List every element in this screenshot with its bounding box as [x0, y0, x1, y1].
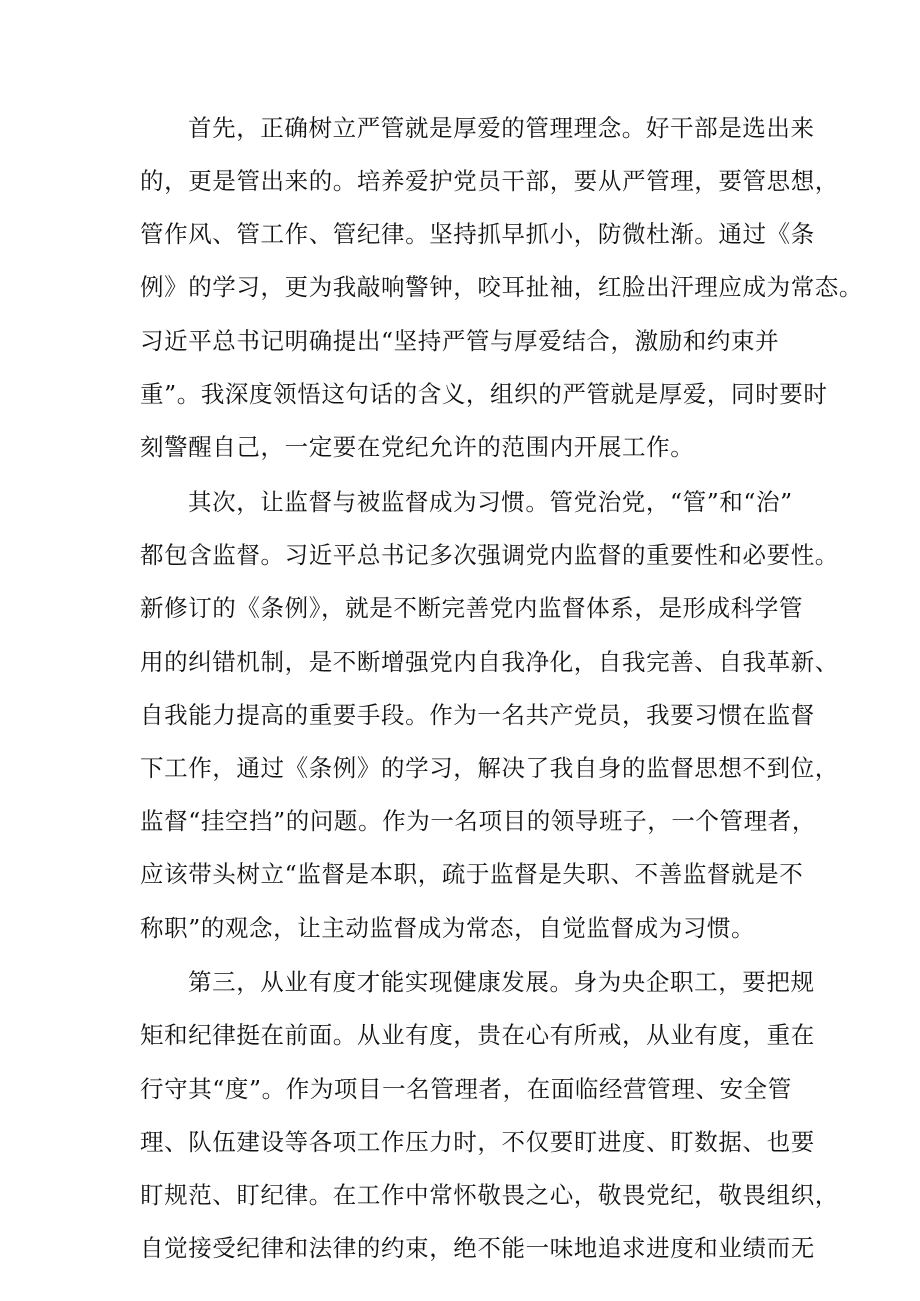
text-line: 自我能力提高的重要手段。作为一名共产党员，我要习惯在监督	[140, 701, 815, 729]
text-line: 理、队伍建设等各项工作压力时，不仅要盯进度、盯数据、也要	[140, 1128, 815, 1156]
text-line: 盯规范、盯纪律。在工作中常怀敬畏之心，敬畏党纪，敬畏组织，	[140, 1181, 839, 1209]
text-line: 新修订的《条例》，就是不断完善党内监督体系，是形成科学管	[140, 594, 804, 622]
text-line: 应该带头树立“监督是本职，疏于监督是失职、不善监督就是不	[140, 860, 804, 888]
text-line: 第三，从业有度才能实现健康发展。身为央企职工，要把规	[188, 968, 815, 996]
text-line: 用的纠错机制，是不断增强党内自我净化，自我完善、自我革新、	[140, 648, 839, 676]
text-line: 称职”的观念，让主动监督成为常态，自觉监督成为习惯。	[140, 914, 756, 942]
text-line: 习近平总书记明确提出“坚持严管与厚爱结合，激励和约束并	[140, 327, 780, 355]
text-line: 都包含监督。习近平总书记多次强调党内监督的重要性和必要性。	[140, 541, 839, 569]
text-line: 监督“挂空挡”的问题。作为一名项目的领导班子，一个管理者，	[140, 807, 816, 835]
text-line: 行守其“度”。作为项目一名管理者，在面临经营管理、安全管	[140, 1075, 792, 1103]
text-line: 矩和纪律挺在前面。从业有度，贵在心有所戒，从业有度，重在	[140, 1021, 815, 1049]
text-line: 管作风、管工作、管纪律。坚持抓早抓小，防微杜渐。通过《条	[140, 220, 815, 248]
text-line: 自觉接受纪律和法律的约束，绝不能一味地追求进度和业绩而无	[140, 1234, 815, 1262]
text-line: 刻警醒自己，一定要在党纪允许的范围内开展工作。	[140, 433, 695, 461]
text-line: 其次，让监督与被监督成为习惯。管党治党，“管”和“治”	[188, 488, 793, 516]
text-line: 首先，正确树立严管就是厚爱的管理理念。好干部是选出来	[188, 114, 815, 142]
text-line: 例》的学习，更为我敲响警钟，咬耳扯袖，红脸出汗理应成为常态。	[140, 273, 863, 301]
text-line: 的，更是管出来的。培养爱护党员干部，要从严管理，要管思想，	[140, 167, 839, 195]
text-line: 下工作，通过《条例》的学习，解决了我自身的监督思想不到位，	[140, 754, 839, 782]
text-line: 重”。我深度领悟这句话的含义，组织的严管就是厚爱，同时要时	[140, 380, 828, 408]
